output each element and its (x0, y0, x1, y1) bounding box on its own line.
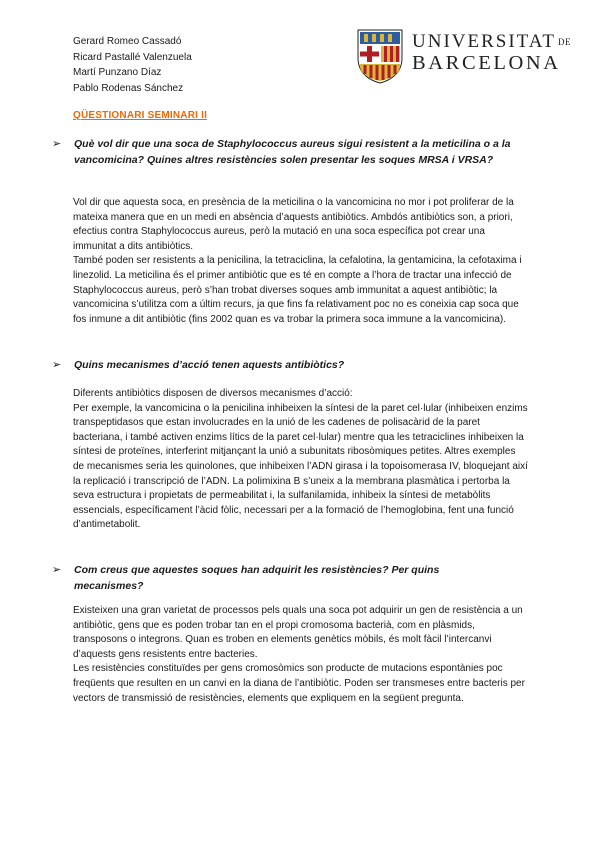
answer-paragraph: Vol dir que aquesta soca, en presència de la meticilina o la vancomicina no mor i pot proliferar de la mateixa manera que en un medi en absència d’aquests antibiòtics. Ambdós antibiòtics son, a priori, efectius contra Staphylococcus aureus, però la mutació en una soca específica pot crear una immunitat a dits antibiòtics. (73, 197, 514, 252)
document-title: QÜESTIONARI SEMINARI II (73, 110, 208, 121)
question-text: Quins mecanismes d’acció tenen aquests antibiòtics? (74, 359, 345, 371)
author-name: Ricard Pastallé Valenzuela (73, 51, 192, 63)
author-list (73, 34, 192, 96)
author-name: Gerard Romeo Cassadó (73, 36, 182, 47)
arrow-bullet-icon: ➢ (52, 359, 62, 371)
question-text: Com creus que aquestes soques han adquirit les resistències? Per quins mecanismes? (74, 564, 440, 592)
question-text: Què vol dir que una soca de Staphylococcus aureus sigui resistent a la meticilina o a la vancomicina? Quines altres resistències solen presentar les soques MRSA i VRSA? (74, 138, 511, 166)
answer-3 (73, 604, 529, 706)
answer-paragraph: Diferents antibiòtics disposen de diversos mecanismes d’acció: (73, 388, 353, 399)
answer-paragraph: Les resistències constituïdes per gens cromosòmics son producte de mutacions espontànies poc freqüents que resulten en un canvi en la diana de l’antibiòtic. Poden ser transmeses entre bacteris per vectors de transmissió de resistències, elements que expliquem en la següent pregunta. (73, 663, 525, 704)
logo-word-universitat: UNIVERSITAT (412, 31, 556, 52)
logo-word-de: DE (557, 37, 571, 47)
answer-paragraph: Per exemple, la vancomicina o la penicilina inhibeixen la síntesi de la paret cel·lular (inhibeixen enzims transpeptidasos que estan involucrades en la unió de les cadenes de polisacàrid de la paret bacteriana, i també activen enzims lítics de la paret cel·lular) mentre qua les tetraciclines inhibeixen la síntesi de proteïnes, interferint mitjançant la unió a subunitats ribosòmiques petites. Altres exemples de mecanismes seria les quinolones, que inhibeixen l’ADN girasa i la topoisomerasa IV, bloquejant així la replicació i transcripció de l’ADN. La polimixina B s’uneix a la membrana plasmàtica i pertorba la seva estructura i propietats de permeabilitat i, la sulfanilamida, inhibeix la síntesi de metabòlits essencials, específicament l’àcid fòlic, necessari per a la formació de l’hemoglobina, fent una funció d’antimetabolit. (73, 402, 528, 531)
question-2 (52, 358, 534, 374)
coat-of-arms-icon (356, 28, 404, 84)
university-logo (356, 28, 571, 84)
logo-word-barcelona: BARCELONA (412, 52, 561, 74)
author-name: Martí Punzano Díaz (73, 67, 162, 79)
author-name: Pablo Rodenas Sánchez (73, 82, 184, 94)
answer-paragraph: També poden ser resistents a la penicilina, la tetraciclina, la cefalotina, la gentamicina, la cefotaxima i linezolid. La meticilina és el primer antibiòtic que es té en compte a l’hora de tractar una infecció de Staphylococcus aureus, però s’han trobat diverses soques amb immunitat a aquest antibiòtic; la vancomicina s’utilitza com a últim recurs, ja que fins fa relativament poc no es coneixia cap soca que fos inmune a dit antibiòtic (fins 2002 quan es va trobar la primera soca immune a la vancomicina). (73, 255, 522, 325)
answer-paragraph: Existeixen una gran varietat de processos pels quals una soca pot adquirir un gen de resistència a un antibiòtic, gens que es poden trobar tan en el propi cromosoma bacterià, com en plàsmids, transposons o integrons. Quan es troben en elements genètics mòbils, és molt fàcil l’intercanvi d’aquests gens resistents entre bacteries. (73, 605, 523, 660)
arrow-bullet-icon: ➢ (52, 564, 62, 576)
answer-1 (73, 196, 529, 327)
arrow-bullet-icon: ➢ (52, 138, 62, 150)
question-3 (52, 563, 474, 594)
question-1 (52, 137, 534, 168)
answer-2 (73, 387, 529, 533)
